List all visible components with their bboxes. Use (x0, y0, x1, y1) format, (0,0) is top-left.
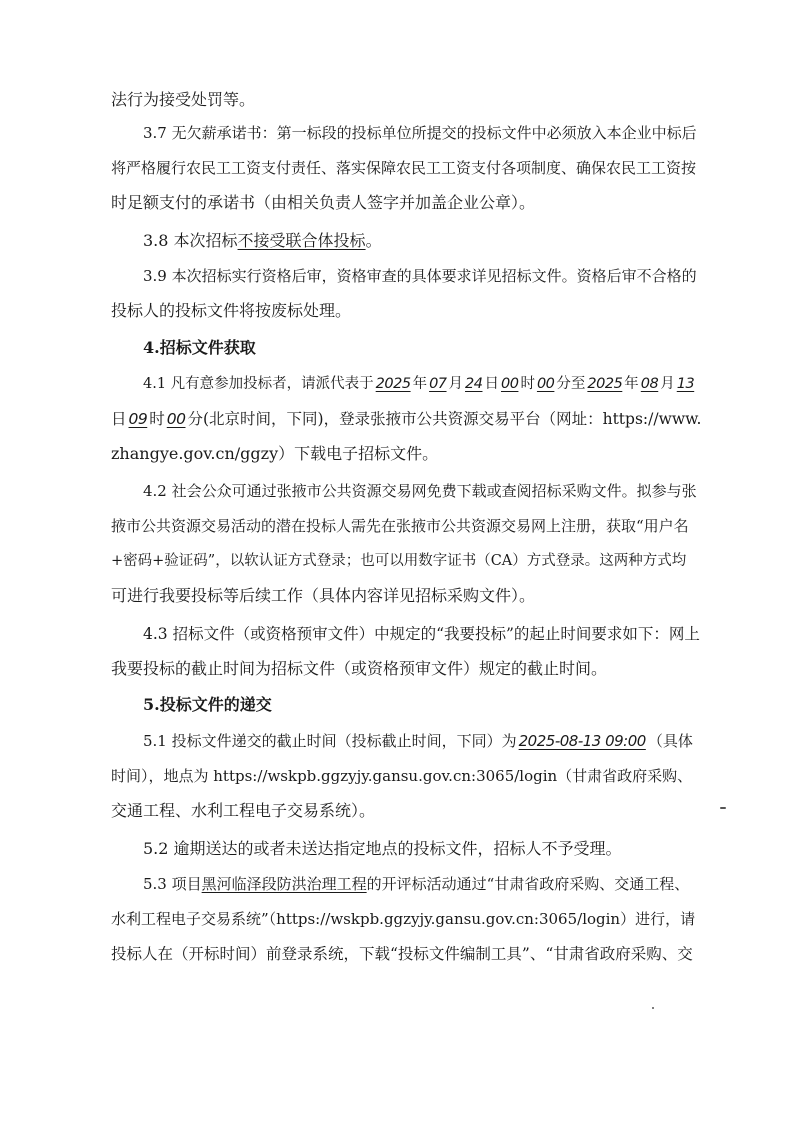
text-line (143, 872, 689, 896)
text-line: 可进行我要投标等后续工作（具体内容详见招标采购文件）。 (111, 586, 536, 605)
text-line: 掖市公共资源交易活动的潜在投标人需先在张掖市公共资源交易网上注册，获取“用户名 (111, 517, 689, 535)
text-run: 分至 (556, 376, 586, 392)
text-line: 时足额支付的承诺书（由相关负责人签字并加盖企业公章）。 (111, 193, 536, 212)
text-run: （具体 (647, 732, 693, 750)
text-line: 将严格履行农民工工资支付责任、落实保障农民工工资支付各项制度、确保农民工工资按 (111, 159, 697, 177)
text-run: 月 (448, 376, 464, 392)
text-run: 日 (111, 410, 127, 428)
handwritten-minute: 00 (536, 376, 555, 392)
text-run: 年 (624, 376, 639, 392)
text-line: 我要投标的截止时间为招标文件（或资格预审文件）规定的截止时间。 (111, 659, 608, 678)
text-run: 时 (520, 376, 535, 392)
text-run: 月 (660, 376, 675, 392)
scan-speck (720, 807, 726, 809)
text-line (111, 407, 701, 431)
handwritten-year: 2025 (375, 376, 411, 392)
text-run: 4.1 凡有意参加投标者，请派代表于 (143, 376, 374, 392)
text-line: 投标人在（开标时间）前登录系统，下载“投标文件编制工具”、“甘肃省政府采购、交 (111, 945, 693, 963)
text-line: +密码+验证码”，以软认证方式登录；也可以用数字证书（CA）方式登录。这两种方式均 (111, 553, 687, 569)
text-run: 3.8 本次招标 (143, 231, 238, 250)
handwritten-hour: 00 (500, 376, 519, 392)
section-heading: 4.招标文件获取 (143, 338, 256, 357)
handwritten-hour: 09 (128, 410, 148, 428)
text-line: 3.9 本次招标实行资格后审，资格审查的具体要求详见招标文件。资格后审不合格的 (143, 267, 697, 285)
text-line: 4.3 招标文件（或资格预审文件）中规定的“我要投标”的起止时间要求如下：网上 (143, 625, 700, 643)
text-run: 年 (412, 376, 428, 392)
text-line: 3.7 无欠薪承诺书：第一标段的投标单位所提交的投标文件中必须放入本企业中标后 (143, 124, 697, 142)
text-run: 日 (484, 376, 499, 392)
text-line: 4.2 社会公众可通过张掖市公共资源交易网免费下载或查阅招标采购文件。拟参与张 (143, 482, 697, 500)
text-line: zhangye.gov.cn/ggzy）下载电子招标文件。 (111, 444, 439, 463)
text-run: 分(北京时间，下同)，登录张掖市公共资源交易平台（网址：https://www. (187, 410, 702, 428)
handwritten-day: 13 (676, 376, 695, 392)
text-line: 交通工程、水利工程电子交易系统）。 (111, 801, 376, 820)
text-run: 的开评标活动通过“甘肃省政府采购、交通工程、 (366, 875, 690, 893)
text-line: 投标人的投标文件将按废标处理。 (111, 301, 352, 320)
text-line: 5.2 逾期送达的或者未送达指定地点的投标文件，招标人不予受理。 (143, 839, 622, 858)
handwritten-month: 08 (640, 376, 659, 392)
text-line (143, 229, 382, 253)
text-run: 。 (365, 231, 382, 250)
underlined-text: 不接受联合体投标 (237, 231, 366, 250)
text-line (143, 372, 696, 396)
text-line (143, 729, 693, 753)
section-heading: 5.投标文件的递交 (143, 695, 272, 714)
handwritten-minute: 00 (166, 410, 186, 428)
text-run: 5.3 项目 (143, 875, 202, 893)
text-line: 时间），地点为 https://wskpb.ggzyjy.gansu.gov.cn:3065/login（甘肃省政府采购、 (111, 767, 693, 785)
text-line: 水利工程电子交易系统”（https://wskpb.ggzyjy.gansu.gov.cn:3065/login）进行，请 (111, 910, 696, 928)
underlined-project-name: 黑河临泽段防洪治理工程 (201, 875, 367, 893)
handwritten-year: 2025 (587, 376, 623, 392)
text-line: 法行为接受处罚等。 (111, 90, 256, 109)
handwritten-month: 07 (429, 376, 447, 392)
scan-speck (652, 1007, 654, 1009)
text-run: 5.1 投标文件递交的截止时间（投标截止时间，下同）为 (143, 732, 517, 750)
handwritten-day: 24 (465, 376, 483, 392)
text-run: 时 (149, 410, 165, 428)
handwritten-deadline: 2025-08-13 09:00 (518, 732, 646, 750)
